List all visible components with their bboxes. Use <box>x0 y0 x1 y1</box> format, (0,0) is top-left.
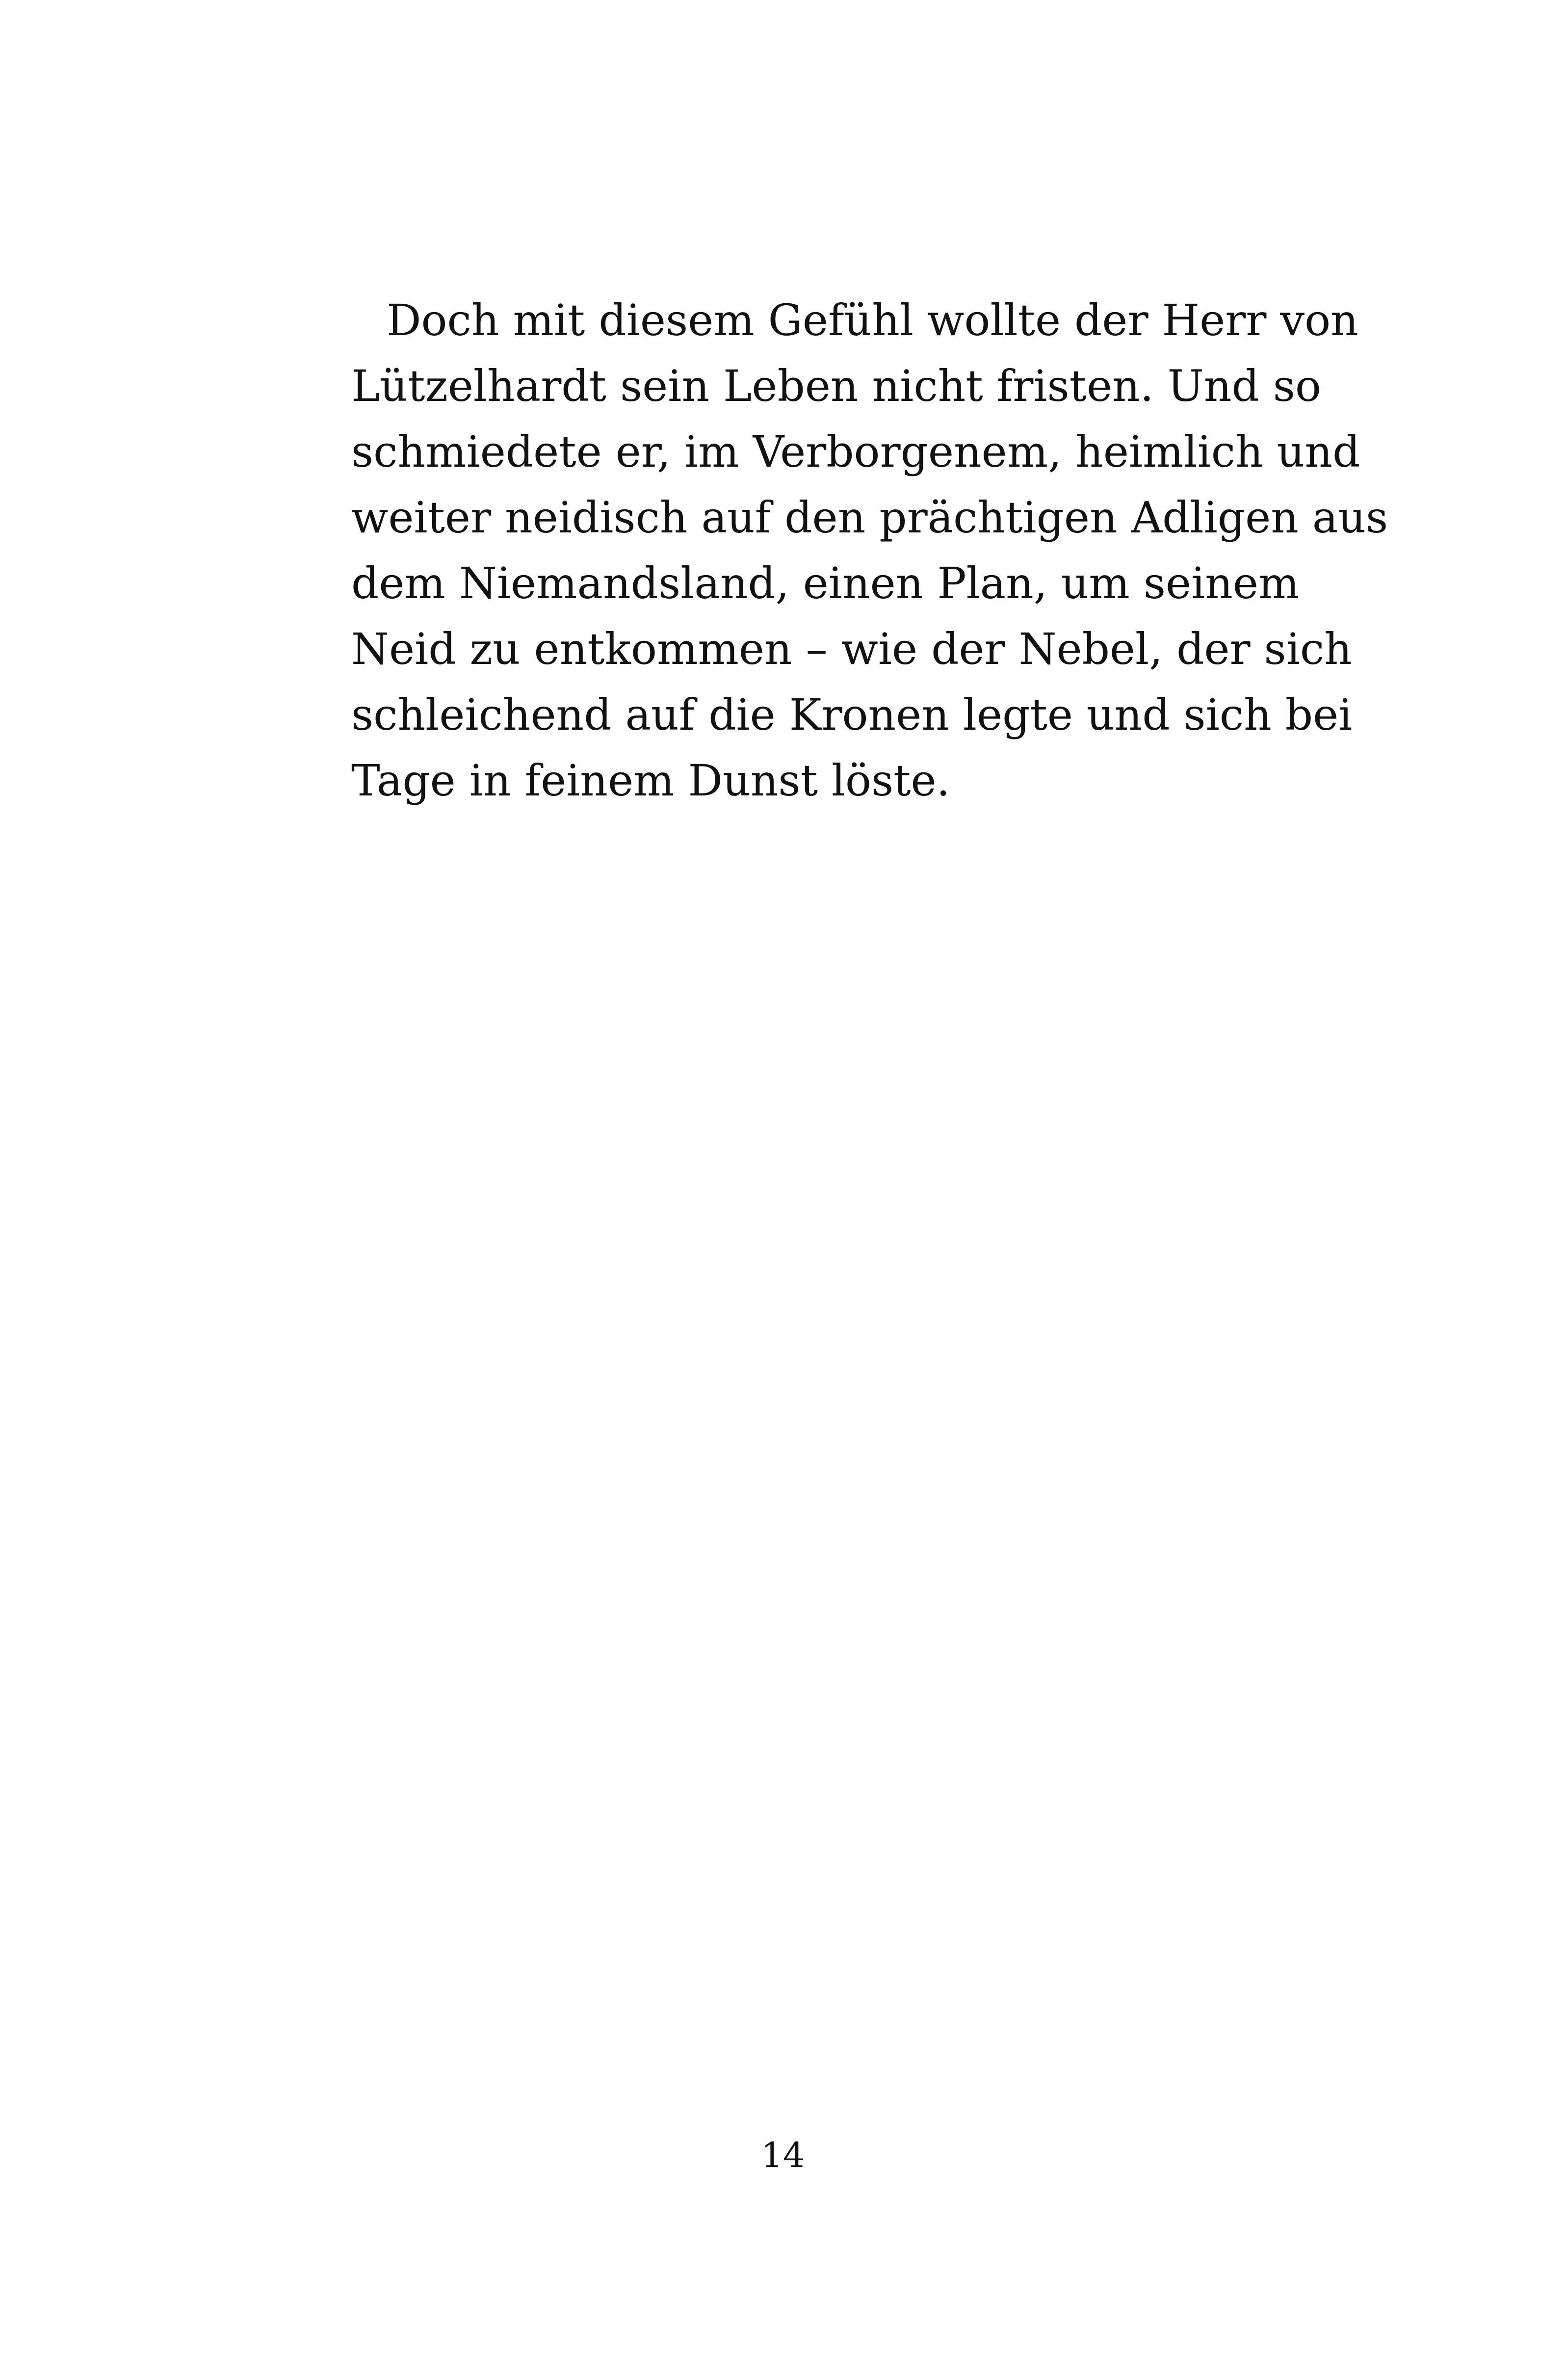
paragraph-line: Doch mit diesem Gefühl wollte der Herr von <box>387 295 1358 345</box>
body-paragraph <box>351 288 1388 814</box>
paragraph-line: schmiedete er, im Verborgenem, heimlich und <box>351 426 1360 477</box>
paragraph-line: schleichend auf die Kronen legte und sich bei <box>351 689 1353 740</box>
paragraph-line: Tage in feinem Dunst löste. <box>351 755 950 806</box>
page-number: 14 <box>761 2135 805 2175</box>
paragraph-line: Neid zu entkommen – wie der Nebel, der sich <box>351 624 1352 674</box>
paragraph-line: weiter neidisch auf den prächtigen Adligen aus <box>351 492 1388 543</box>
paragraph-line: Lützelhardt sein Leben nicht fristen. Und so <box>351 361 1321 411</box>
paragraph-line: dem Niemandsland, einen Plan, um seinem <box>351 558 1300 608</box>
